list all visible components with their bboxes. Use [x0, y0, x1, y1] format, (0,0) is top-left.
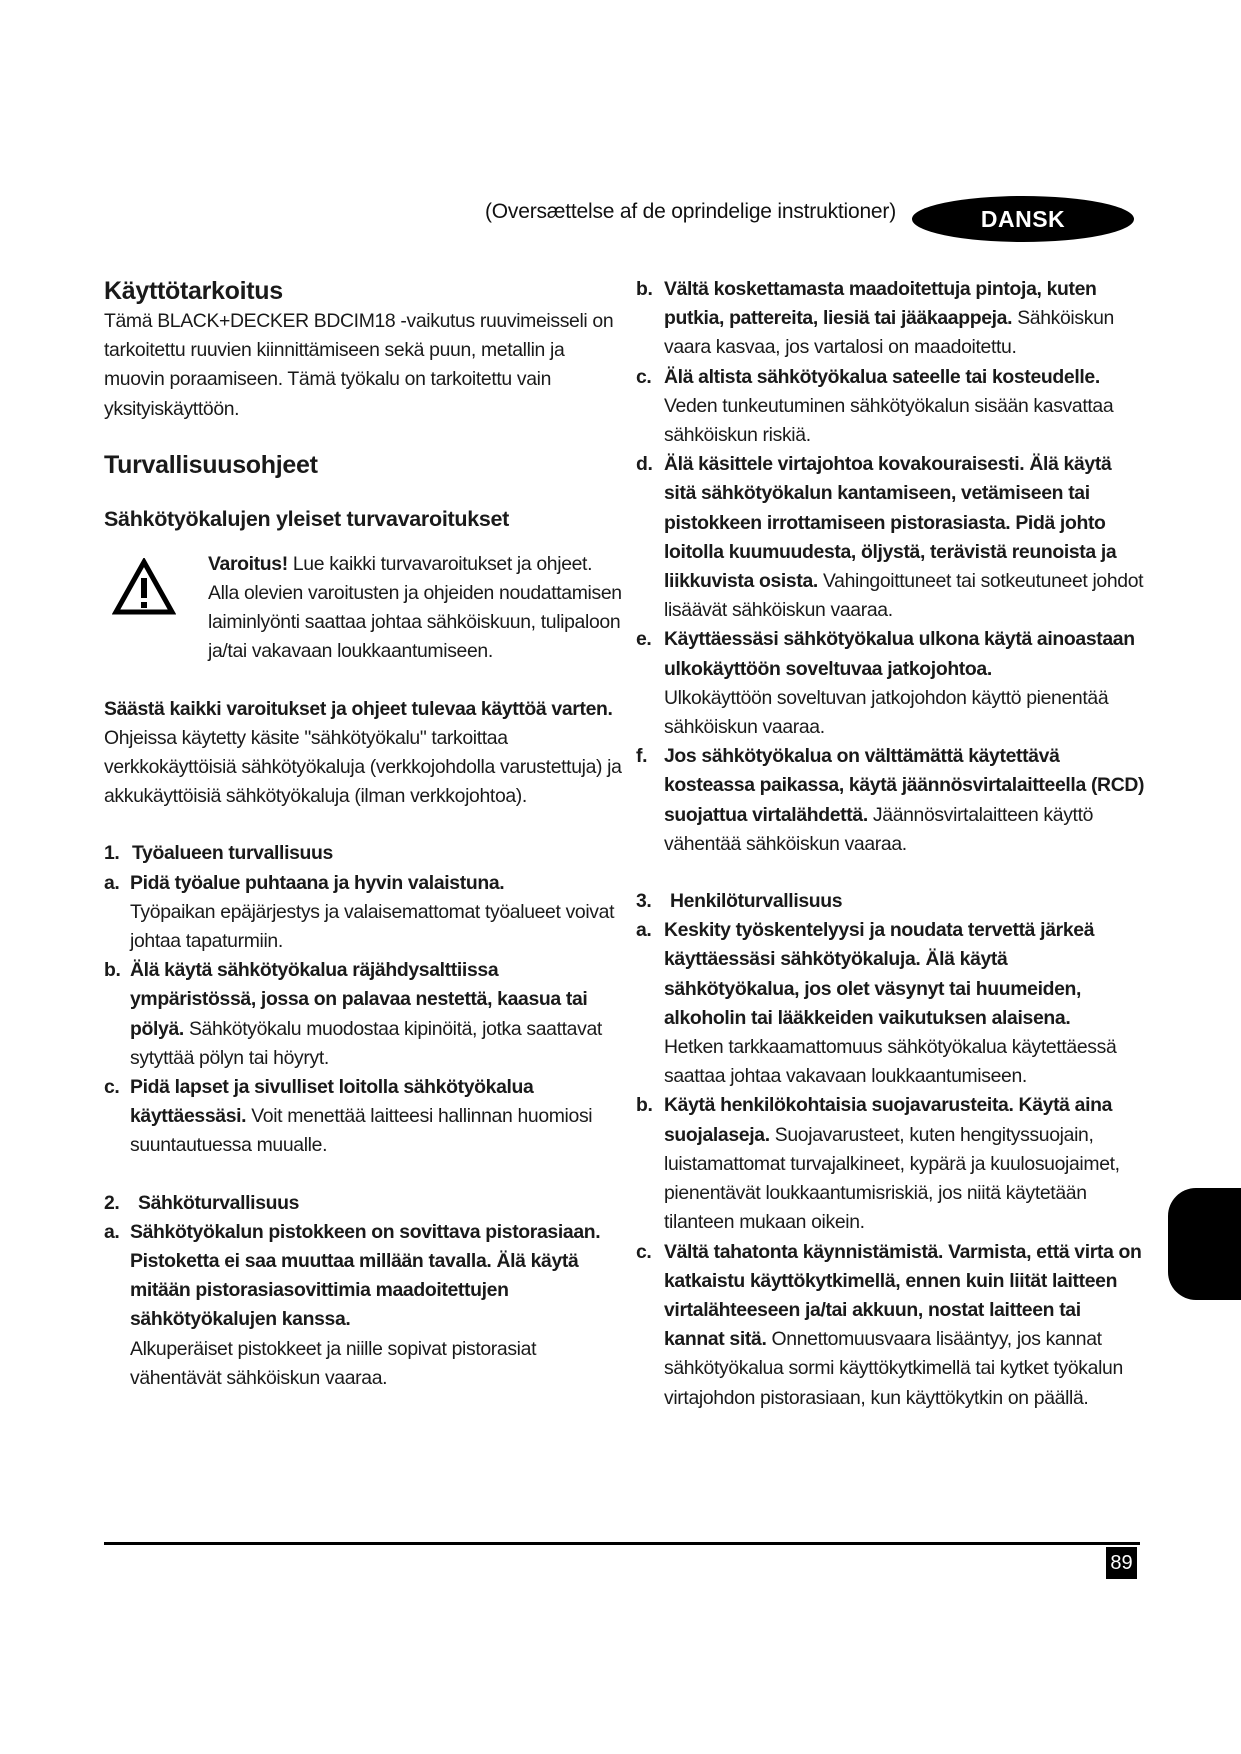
- item-bold: Vältä koskettamasta maadoitettuja pintoja, kuten putkia, pattereita, liesiä tai jääkaappeja.: [664, 278, 1097, 330]
- section-3-title: Henkilöturvallisuus: [670, 890, 843, 913]
- list-item: [636, 363, 1146, 451]
- list-item: [636, 275, 1146, 363]
- item-text: Suojavarusteet, kuten hengityssuojain, luistamattomat turvajalkineet, kypärä ja kuulosuojaimet, pienentävät loukkaantumisriskiä, jos niitä käytetään tilanteen mukaan oikein.: [664, 1123, 1120, 1234]
- right-column: [636, 275, 1146, 1413]
- item-letter: f.: [636, 745, 648, 768]
- item-letter: c.: [104, 1076, 120, 1099]
- item-text: Voit menettää laitteesi hallinnan huomiosi suuntautuessa muualle.: [130, 1105, 593, 1157]
- save-instructions: [104, 695, 624, 812]
- item-letter: b.: [104, 959, 121, 982]
- item-text: Työpaikan epäjärjestys ja valaisemattomat työalueet voivat johtaa tapaturmiin.: [130, 900, 615, 953]
- item-bold: Käytä henkilökohtaisia suojavarusteita. Käytä aina suojalaseja.: [664, 1094, 1113, 1146]
- list-item: [104, 1073, 624, 1161]
- section-3-number: 3.: [636, 890, 652, 913]
- list-item: [636, 1238, 1146, 1413]
- footer-divider: [104, 1542, 1140, 1545]
- item-letter: b.: [636, 1094, 653, 1117]
- item-text: Vahingoittuneet tai sotkeutuneet johdot lisäävät sähköiskun vaaraa.: [664, 570, 1144, 622]
- list-item: [636, 625, 1146, 742]
- item-text: Ulkokäyttöön soveltuvan jatkojohdon käyttö pienentää sähköiskun vaaraa.: [664, 686, 1109, 739]
- item-text: Hetken tarkkaamattomuus sähkötyökalua käytettäessä saattaa johtaa vakavaan loukkaantumiseen.: [664, 1036, 1117, 1088]
- warning-body: Lue kaikki turvavaroitukset ja ohjeet. Alla olevien varoitusten ja ohjeiden noudattamisen laiminlyönti saattaa johtaa sähköiskuun, tulipaloon ja/tai vakavaan loukkaantumiseen.: [208, 552, 622, 663]
- save-instructions-bold: Säästä kaikki varoitukset ja ohjeet tulevaa käyttöä varten.: [104, 697, 613, 720]
- item-text: Alkuperäiset pistokkeet ja niille sopivat pistorasiat vähentävät sähköiskun vaaraa.: [130, 1337, 537, 1389]
- list-item: [104, 1218, 624, 1393]
- item-letter: b.: [636, 278, 653, 300]
- list-item: [636, 1091, 1146, 1237]
- item-bold: Jos sähkötyökalua on välttämättä käytettävä kosteassa paikassa, käytä jäännösvirtalaitteella (RCD) suojattua virtalähdettä.: [664, 745, 1145, 826]
- item-letter: d.: [636, 453, 653, 476]
- warning-label: Varoitus!: [208, 552, 288, 575]
- left-column: [104, 275, 624, 1393]
- item-bold: Sähkötyökalun pistokkeen on sovittava pistorasiaan. Pistoketta ei saa muuttaa millään tavalla. Älä käytä mitään pistorasiasovittimia maadoitettujen sähkötyökalujen kanssa.: [130, 1220, 601, 1331]
- item-text: Jäännösvirtalaitteen käyttö vähentää sähköiskun vaaraa.: [664, 803, 1094, 855]
- item-bold: Pidä työalue puhtaana ja hyvin valaistuna.: [130, 871, 505, 894]
- purpose-heading: Käyttötarkoitus: [104, 277, 283, 305]
- item-letter: c.: [636, 365, 652, 388]
- item-text: Veden tunkeutuminen sähkötyökalun sisään kasvattaa sähköiskun riskiä.: [664, 394, 1114, 447]
- general-warnings-heading: Sähkötyökalujen yleiset turvavaroitukset: [104, 506, 510, 531]
- item-bold: Käyttäessäsi sähkötyökalua ulkona käytä ainoastaan ulkokäyttöön soveltuvaa jatkojohtoa.: [664, 628, 1135, 680]
- item-letter: e.: [636, 628, 652, 651]
- section-2-heading: [104, 1189, 624, 1218]
- section-2-number: 2.: [104, 1191, 120, 1214]
- section-3-heading: [636, 887, 1146, 916]
- item-bold: Älä altista sähkötyökalua sateelle tai kosteudelle.: [664, 365, 1100, 388]
- item-bold: Älä käytä sähkötyökalua räjähdysalttiissa ympäristössä, jossa on palavaa nestettä, kaasua tai pölyä.: [130, 959, 588, 1040]
- item-letter: a.: [104, 871, 120, 894]
- item-text: Sähköiskun vaara kasvaa, jos vartalosi on maadoitettu.: [664, 307, 1114, 359]
- language-badge: DANSK: [912, 196, 1134, 242]
- item-bold: Keskity työskentelyysi ja noudata tervettä järkeä käyttäessäsi sähkötyökaluja. Älä käytä sähkötyökalua, jos olet väsynyt tai huumeiden, alkoholin tai lääkkeiden vaikutuksen alaisena.: [664, 919, 1095, 1029]
- list-item: [636, 742, 1146, 859]
- item-text: Sähkötyökalu muodostaa kipinöitä, jotka saattavat sytyttää pölyn tai höyryt.: [130, 1017, 602, 1069]
- item-letter: c.: [636, 1240, 652, 1263]
- section-1-title: Työalueen turvallisuus: [132, 842, 333, 865]
- chapter-side-tab: [1168, 1188, 1241, 1300]
- section-1-number: 1.: [104, 842, 120, 865]
- purpose-text: Tämä BLACK+DECKER BDCIM18 -vaikutus ruuvimeisseli on tarkoitettu ruuvien kiinnittämiseen sekä puun, metallin ja muovin poraamiseen. Tämä työkalu on tarkoitettu vain yksityiskäyttöön.: [104, 310, 614, 420]
- item-letter: a.: [104, 1220, 120, 1243]
- item-letter: a.: [636, 919, 652, 942]
- section-2-title: Sähköturvallisuus: [138, 1191, 300, 1214]
- warning-block: [104, 550, 624, 667]
- warning-triangle-icon: [104, 550, 208, 667]
- translation-note: (Oversættelse af de oprindelige instruktioner): [485, 200, 896, 223]
- page-number: 89: [1106, 1547, 1137, 1579]
- save-instructions-body: Ohjeissa käytetty käsite "sähkötyökalu" tarkoittaa verkkokäyttöisiä sähkötyökaluja (verkkojohdolla varustettuja) ja akkukäyttöisiä sähkötyökaluja (ilman verkkojohtoa).: [104, 726, 622, 808]
- warning-text: [208, 550, 624, 667]
- section-1-heading: [104, 839, 624, 868]
- item-bold: Älä käsittele virtajohtoa kovakouraisesti. Älä käytä sitä sähkötyökalun kantamiseen, vetämiseen tai pistokkeen irrottamiseen pistorasiasta. Pidä johto loitolla kuumuudesta, öljystä, terävistä reunoista ja liikkuvista osista.: [664, 453, 1117, 593]
- list-item: [636, 916, 1146, 1091]
- item-bold: Vältä tahatonta käynnistämistä. Varmista, että virta on katkaistu käyttökytkimellä, ennen kuin liität laitteen virtalähteeseen ja/tai akkuun, nostat laitteen tai kannat sitä.: [664, 1240, 1142, 1351]
- list-item: [104, 956, 624, 1073]
- safety-heading: Turvallisuusohjeet: [104, 450, 318, 479]
- item-text: Onnettomuusvaara lisääntyy, jos kannat sähkötyökalua sormi käyttökytkimellä tai kytket työkalun virtajohdon pistorasiaan, kun käyttökytkin on päällä.: [664, 1328, 1123, 1409]
- list-item: [636, 450, 1146, 625]
- item-bold: Pidä lapset ja sivulliset loitolla sähkötyökalua käyttäessäsi.: [130, 1076, 534, 1128]
- list-item: [104, 869, 624, 957]
